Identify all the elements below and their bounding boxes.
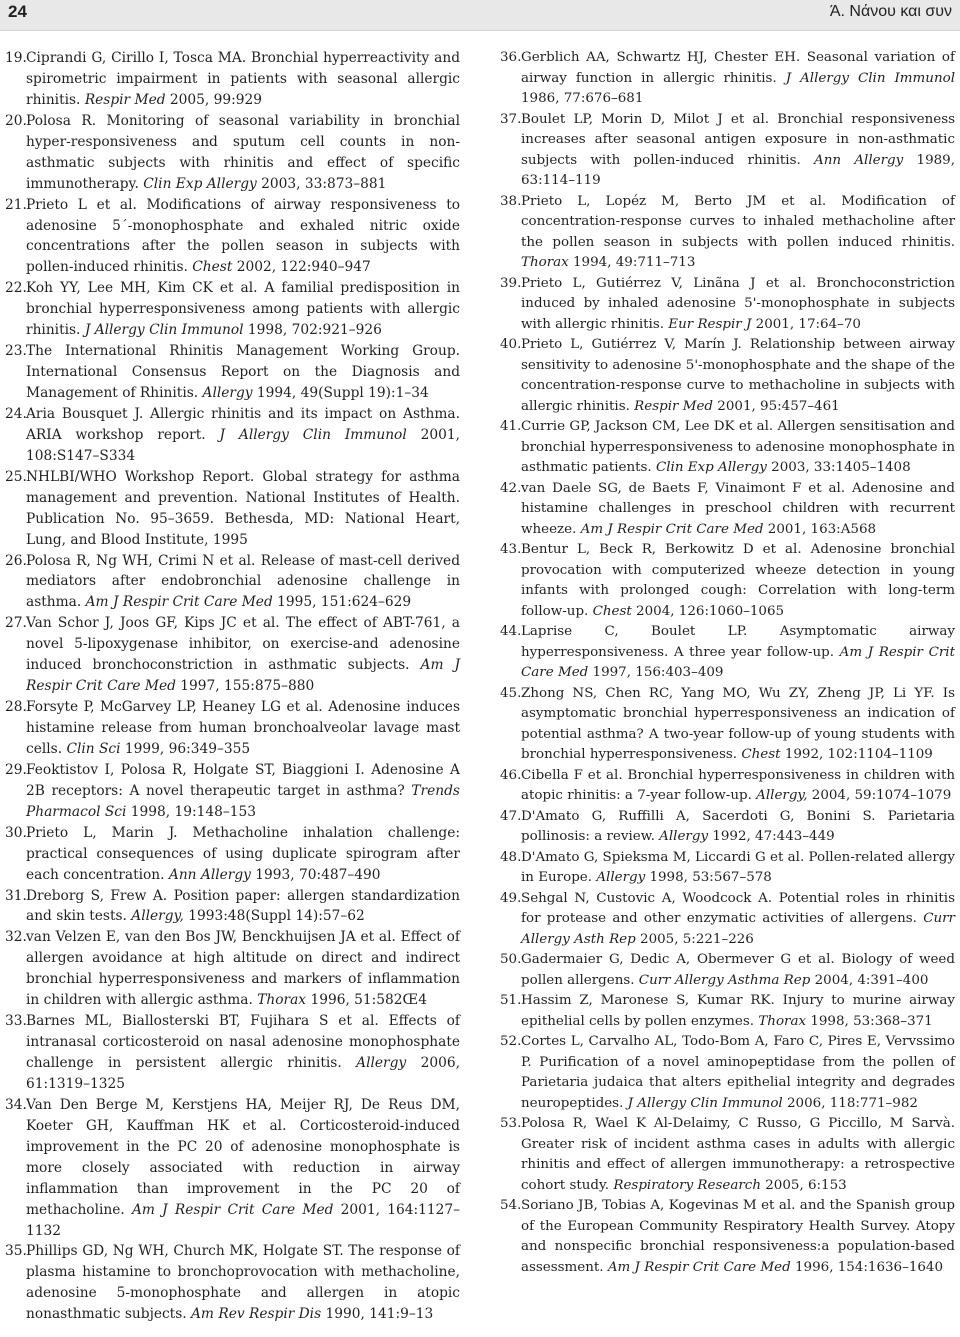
reference-text: Gerblich AA, Schwartz HJ, Chester EH. Seasonal variation of airway function in allergic rhinitis. (521, 50, 955, 86)
reference-item (500, 1032, 955, 1114)
reference-text: Gadermaier G, Dedic A, Obermever G et al. Biology of weed pollen allergens. (521, 952, 955, 988)
reference-citation: 1998, 702:921–926 (243, 322, 382, 339)
reference-number: 33. (5, 1013, 27, 1030)
reference-citation: 2005, 5:221–226 (635, 931, 754, 947)
reference-item (500, 848, 955, 889)
reference-number: 23. (5, 343, 27, 360)
reference-journal: Am J Respir Crit Care Med (607, 1259, 791, 1275)
reference-journal: Am J Respir Crit Care Med (85, 594, 273, 611)
reference-item (5, 551, 460, 614)
reference-text: Cortes L, Carvalho AL, Todo-Bom A, Faro C, Pires E, Vervssimo P. Purification of a novel aminopeptidase from the pollen of Parietaria judaica that alters epithelial integrity and degrades neuropeptides. (521, 1034, 955, 1111)
reference-number: 45. (500, 685, 522, 701)
reference-text: Aria Bousquet J. Allergic rhinitis and its impact on Asthma. ARIA workshop report. (26, 405, 460, 443)
reference-citation: 2004, 126:1060–1065 (631, 603, 785, 619)
reference-item (5, 886, 460, 928)
reference-number: 47. (500, 808, 522, 824)
reference-journal: Respiratory Research (613, 1177, 761, 1193)
reference-item (500, 335, 955, 417)
reference-item (500, 889, 955, 951)
reference-item (5, 341, 460, 404)
reference-journal: Am Rev Respir Dis (191, 1306, 322, 1323)
reference-citation: 2001, 164:1127–1132 (26, 1201, 460, 1239)
reference-number: 34. (5, 1096, 27, 1113)
reference-text: Bentur L, Beck R, Berkowitz D et al. Adenosine bronchial provocation with computerized wheeze detection in young infants with prolonged cough: Correlation with long-term follow-up. (521, 542, 955, 619)
reference-citation: 1998, 53:567–578 (645, 870, 772, 885)
reference-journal: Allergy, (131, 908, 184, 925)
reference-number: 41. (500, 419, 522, 434)
reference-citation: 1994, 49(Suppl 19):1–34 (252, 385, 429, 401)
reference-journal: Allergy (202, 385, 253, 401)
reference-journal: Respir Med (634, 398, 714, 414)
reference-number: 48. (500, 849, 522, 865)
reference-journal: Ann Allergy (168, 866, 251, 883)
reference-item (5, 48, 460, 111)
reference-number: 35. (5, 1243, 27, 1260)
reference-text: Prieto L, Marin J. Methacholine inhalation challenge: practical consequences of using duplicate spirogram after each concentration. (26, 824, 460, 883)
reference-number: 42. (500, 480, 522, 496)
reference-number: 28. (5, 699, 27, 716)
reference-item (500, 479, 955, 541)
reference-citation: 2001, 17:64–70 (751, 316, 861, 332)
reference-item (500, 274, 955, 336)
reference-text: D'Amato G, Spieksma M, Liccardi G et al. Pollen-related allergy in Europe. (521, 849, 955, 885)
reference-citation: 2001, 163:A568 (763, 521, 877, 537)
reference-list-right (500, 48, 955, 1278)
reference-item (500, 192, 955, 274)
reference-number: 31. (5, 887, 27, 904)
reference-citation: 2003, 33:873–881 (256, 175, 387, 192)
reference-number: 26. (5, 552, 27, 569)
reference-citation: 2001, 95:457–461 (713, 398, 840, 414)
reference-number: 52. (500, 1034, 522, 1049)
reference-journal: Am J Respir Crit Care Med (521, 644, 955, 680)
reference-text: The International Rhinitis Management Working Group. International Consensus Report on the Diagnosis and Management of Rhinitis. (26, 343, 460, 401)
reference-journal: Ann Allergy (814, 152, 904, 168)
reference-number: 32. (5, 929, 27, 946)
reference-citation: 1998, 53:368–371 (806, 1013, 933, 1029)
reference-journal: J Allergy Clin Immunol (219, 426, 407, 443)
reference-journal: J Allergy Clin Immunol (84, 322, 244, 339)
reference-item (5, 1011, 460, 1095)
reference-text: Prieto L et al. Modifications of airway responsiveness to adenosine 5΄-monophosphate and exhaled nitric oxide concentrations after the pollen season in subjects with pollen-induced rhinitis. (26, 196, 460, 276)
reference-text: Barnes ML, Biallosterski BT, Fujihara S et al. Effects of intranasal corticosteroid on nasal adenosine monophosphate challenge in persistent allergic rhinitis. (26, 1013, 460, 1071)
reference-item (500, 766, 955, 807)
reference-item (5, 404, 460, 467)
reference-text: Prieto L, Gutiérrez V, Linãna J et al. Bronchoconstriction induced by inhaled adenosine 5'-monophosphate in subjects with allergic rhinitis. (521, 275, 955, 332)
reference-item (5, 927, 460, 1011)
page-header (0, 0, 960, 31)
reference-text: van Velzen E, van den Bos JW, Benckhuijsen JA et al. Effect of allergen avoidance at high altitude on direct and indirect bronchial hyperresponsiveness and markers of inflammation in children with allergic asthma. (26, 929, 460, 1009)
reference-text: Phillips GD, Ng WH, Church MK, Holgate ST. The response of plasma histamine to bronchoprovocation with methacholine, adenosine 5-monophosphate and allergen in atopic nonasthmatic subjects. (26, 1243, 460, 1323)
reference-number: 40. (500, 337, 522, 352)
reference-journal: Allergy (659, 829, 709, 844)
reference-journal: Eur Respir J (668, 316, 752, 332)
reference-number: 37. (500, 111, 522, 127)
reference-journal: Chest (192, 259, 233, 276)
reference-citation: 1997, 155:875–880 (175, 678, 315, 695)
reference-citation: 2003, 33:1405–1408 (766, 460, 911, 475)
reference-journal: Chest (741, 747, 781, 762)
reference-item (5, 613, 460, 697)
reference-citation: 1995, 151:624–629 (272, 594, 412, 611)
reference-item (500, 684, 955, 766)
reference-number: 49. (500, 890, 522, 906)
reference-journal: Curr Allergy Asth Rep (521, 911, 955, 947)
reference-journal: Am J Respir Crit Care Med (580, 521, 764, 537)
reference-journal: Am J Respir Crit Care Med (26, 657, 460, 695)
reference-citation: 1993, 70:487–490 (250, 866, 381, 883)
reference-item (5, 278, 460, 341)
reference-citation: 2004, 59:1074–1079 (807, 788, 952, 803)
reference-text: Koh YY, Lee MH, Kim CK et al. A familial predisposition in bronchial hyperresponsiveness among patients with allergic rhinitis. (26, 280, 460, 339)
reference-citation: 1992, 102:1104–1109 (780, 747, 933, 762)
reference-item (5, 195, 460, 279)
reference-item (500, 622, 955, 684)
reference-text: Prieto L, Gutiérrez V, Marín J. Relationship between airway sensitivity to adenosine 5'-monophosphate and the shape of the concentration-response curve to methacholine in subjects with allergic rhinitis. (521, 337, 955, 414)
reference-text: Prieto L, Lopéz M, Berto JM et al. Modification of concentration-response curves to inhaled methacholine after the pollen season in subjects with pollen induced rhinitis. (521, 193, 955, 250)
reference-number: 38. (500, 193, 522, 209)
reference-item (500, 1114, 955, 1196)
reference-list-left (5, 48, 460, 1325)
reference-text: Hassim Z, Maronese S, Kumar RK. Injury to murine airway epithelial cells by pollen enzymes. (521, 993, 955, 1029)
reference-citation: 1992, 47:443–449 (708, 829, 835, 844)
reference-journal: Thorax (758, 1013, 807, 1029)
reference-text: Zhong NS, Chen RC, Yang MO, Wu ZY, Zheng JP, Li YF. Is asymptomatic bronchial hyperresponsiveness an indication of potential asthma? A two-year follow-up of young students with bronchial hyperresponsiveness. (521, 685, 955, 762)
reference-item (500, 807, 955, 848)
reference-journal: Clin Sci (66, 740, 121, 757)
reference-citation: 1999, 96:349–355 (120, 740, 251, 757)
reference-number: 36. (500, 50, 522, 65)
reference-journal: J Allergy Clin Immunol (785, 70, 955, 86)
reference-item (500, 950, 955, 991)
reference-journal: Trends Pharmacol Sci (26, 782, 460, 820)
reference-citation: 1994, 49:711–713 (568, 255, 696, 270)
reference-journal: Chest (592, 603, 632, 619)
reference-item (5, 823, 460, 886)
reference-citation: 1996, 154:1636–1640 (790, 1259, 944, 1275)
reference-number: 50. (500, 952, 522, 967)
reference-number: 20. (5, 112, 27, 129)
reference-citation: 1990, 141:9–13 (321, 1306, 434, 1323)
reference-text: Soriano JB, Tobias A, Kogevinas M et al. and the Spanish group of the European Community Respiratory Health Survey. Atopy and nonspecific bronchial responsiveness:a population-based assessment. (521, 1198, 955, 1275)
reference-number: 54. (500, 1198, 522, 1213)
reference-number: 44. (500, 624, 522, 639)
reference-text: Feoktistov I, Polosa R, Holgate ST, Biaggioni I. Adenosine A 2B receptors: A novel therapeutic target in asthma? (26, 761, 460, 799)
reference-citation: 2002, 122:940–947 (232, 259, 371, 276)
reference-text: Laprise C, Boulet LP. Asymptomatic airway hyperresponsiveness. A three year follow-up. (521, 624, 955, 660)
reference-journal: Am J Respir Crit Care Med (131, 1201, 334, 1218)
reference-number: 24. (5, 405, 27, 422)
reference-number: 27. (5, 615, 27, 632)
reference-citation: 2004, 4:391–400 (810, 972, 929, 988)
reference-text: Currie GP, Jackson CM, Lee DK et al. Allergen sensitisation and bronchial hyperresponsiveness to adenosine monophosphate in asthmatic patients. (521, 419, 955, 475)
reference-item (500, 110, 955, 192)
reference-number: 51. (500, 993, 522, 1008)
reference-item (5, 1095, 460, 1242)
reference-citation: 2005, 6:153 (760, 1177, 847, 1193)
reference-item (5, 760, 460, 823)
reference-journal: Respir Med (84, 91, 166, 108)
reference-text: Boulet LP, Morin D, Milot J et al. Bronchial responsiveness increases after seasonal antigen exposure in non-asthmatic subjects with pollen-induced rhinitis. (521, 111, 955, 168)
reference-citation: 1997, 156:403–409 (588, 665, 724, 680)
reference-item (500, 48, 955, 110)
reference-text: Sehgal N, Custovic A, Woodcock A. Potential roles in rhinitis for protease and other enzymatic activities of allergens. (521, 890, 955, 926)
reference-citation: 1993:48(Suppl 14):57–62 (183, 908, 365, 925)
reference-citation: 2006, 61:1319–1325 (26, 1055, 460, 1092)
reference-journal: Allergy (596, 870, 646, 885)
reference-number: 22. (5, 280, 27, 297)
reference-item (5, 111, 460, 195)
reference-journal: Clin Exp Allergy (655, 460, 767, 475)
reference-text: Cibella F et al. Bronchial hyperresponsiveness in children with atopic rhinitis: a 7-year follow-up. (521, 767, 955, 803)
reference-number: 21. (5, 196, 27, 213)
running-head: Ά. Νάνου και συν (829, 3, 952, 20)
reference-item (500, 1196, 955, 1278)
reference-text: Polosa R, Wael K Al-Delaimy, C Russo, G Piccillo, M Sarvà. Greater risk of incident asthma cases in adults with allergic rhinitis and effect of allergen immunotherapy: a retrospective cohort study. (521, 1116, 955, 1193)
reference-item (5, 467, 460, 551)
reference-text: Forsyte P, McGarvey LP, Heaney LG et al. Adenosine induces histamine release from human bronchoalveolar lavage mast cells. (26, 699, 460, 757)
reference-text: Dreborg S, Frew A. Position paper: allergen standardization and skin tests. (26, 887, 460, 925)
reference-journal: J Allergy Clin Immunol (627, 1095, 783, 1111)
reference-citation: 2005, 99:929 (165, 91, 263, 108)
reference-citation: 1996, 51:582Œ4 (306, 992, 427, 1009)
reference-item (500, 991, 955, 1032)
reference-item (5, 1241, 460, 1325)
reference-journal: Thorax (521, 255, 569, 270)
reference-text: Polosa R, Ng WH, Crimi N et al. Release of mast-cell derived mediators after endobronchial adenosine challenge in asthma. (26, 552, 460, 611)
reference-citation: 1998, 19:148–153 (126, 803, 256, 820)
reference-number: 53. (500, 1116, 522, 1131)
reference-number: 29. (5, 761, 27, 778)
page-number: 24 (8, 2, 27, 21)
reference-citation: 2001, 108:S147–S334 (26, 426, 460, 464)
reference-text: NHLBI/WHO Workshop Report. Global strategy for asthma management and prevention. National Institutes of Health. Publication No. 95–3659. Bethesda, MD: National Heart, Lung, and Blood Institute, 1995 (26, 468, 460, 548)
reference-citation: 1986, 77:676–681 (521, 91, 644, 106)
reference-journal: Allergy (356, 1055, 407, 1071)
reference-text: Van Den Berge M, Kerstjens HA, Meijer RJ, De Reus DM, Koeter GH, Kauffman HK et al. Corticosteroid-induced improvement in the PC 20 of adenosine monophosphate is more closely associated with reduction in airway inflammation than improvement in the PC 20 of methacholine. (26, 1096, 460, 1218)
reference-citation: 2006, 118:771–982 (782, 1095, 918, 1111)
reference-citation: 1989, 63:114–119 (521, 152, 955, 188)
reference-number: 46. (500, 767, 522, 783)
reference-text: D'Amato G, Ruffilli A, Sacerdoti G, Bonini S. Parietaria pollinosis: a review. (521, 808, 955, 844)
reference-text: Van Schor J, Joos GF, Kips JC et al. The effect of ABT-761, a novel 5-lipoxygenase inhibitor, on exercise-and adenosine induced bronchoconstriction in asthmatic subjects. (26, 615, 460, 674)
reference-text: Polosa R. Monitoring of seasonal variability in bronchial hyper-responsiveness and sputum cell counts in non-asthmatic subjects with rhinitis and effect of specific immunotherapy. (26, 112, 460, 192)
reference-text: Ciprandi G, Cirillo I, Tosca MA. Bronchial hyperreactivity and spirometric impairment in patients with seasonal allergic rhinitis. (26, 50, 460, 108)
reference-journal: Allergy, (756, 788, 808, 803)
reference-journal: Thorax (257, 992, 307, 1009)
reference-item (500, 540, 955, 622)
reference-number: 39. (500, 275, 522, 291)
reference-number: 30. (5, 824, 27, 841)
reference-journal: Curr Allergy Asthma Rep (638, 972, 811, 988)
reference-number: 43. (500, 542, 522, 557)
reference-item (5, 697, 460, 760)
reference-number: 25. (5, 468, 27, 485)
reference-text: van Daele SG, de Baets F, Vinaimont F et al. Adenosine and histamine challenges in preschool children with recurrent wheeze. (521, 480, 955, 537)
reference-number: 19. (5, 50, 27, 66)
reference-item (500, 417, 955, 479)
reference-journal: Clin Exp Allergy (143, 175, 257, 192)
